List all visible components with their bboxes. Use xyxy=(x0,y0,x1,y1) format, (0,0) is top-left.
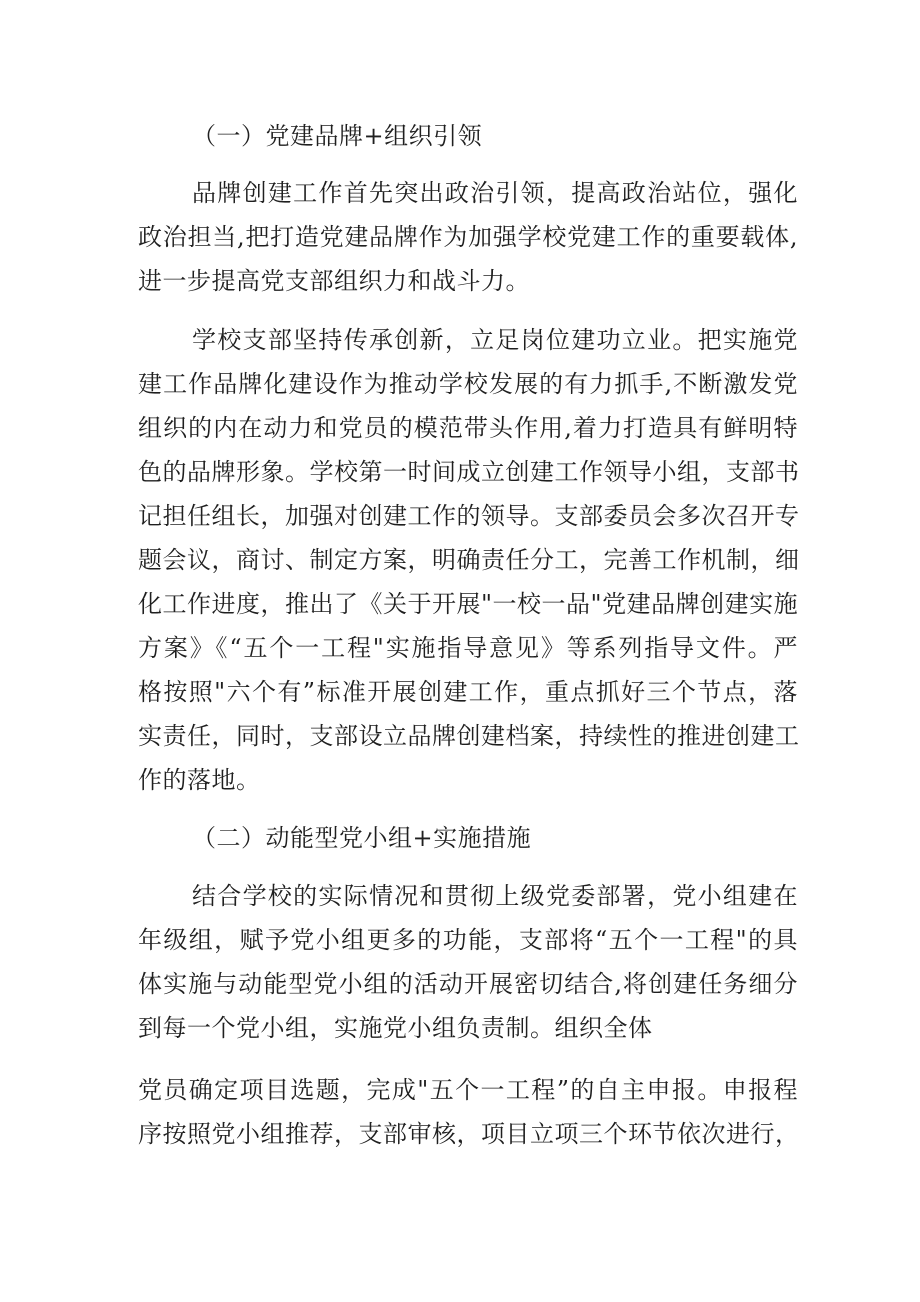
paragraph-2-line-9: 格按照"六个有”标准开展创建工作，重点抓好三个节点，落 xyxy=(138,678,798,706)
paragraph-2-line-6: 题会议，商讨、制定方案，明确责任分工，完善工作机制，细 xyxy=(138,546,800,574)
paragraph-2-line-10: 实责任，同时，支部设立品牌创建档案，持续性的推进创建工 xyxy=(138,722,800,750)
paragraph-2-line-7: 化工作进度，推出了《关于开展"一校一品"党建品牌创建实施 xyxy=(138,590,799,618)
paragraph-2-line-1: 学校支部坚持传承创新，立足岗位建功立业。把实施党 xyxy=(192,326,798,354)
paragraph-3-line-2: 年级组，赋予党小组更多的功能，支部将“五个一工程"的具 xyxy=(138,926,798,954)
paragraph-2-line-3: 组织的内在动力和党员的模范带头作用,着力打造具有鲜明特 xyxy=(138,414,798,442)
paragraph-3-line-3: 体实施与动能型党小组的活动开展密切结合,将创建任务细分 xyxy=(138,970,798,998)
paragraph-2-line-8: 方案》《“五个一工程"实施指导意见》等系列指导文件。严 xyxy=(138,634,798,662)
paragraph-3-line-1: 结合学校的实际情况和贯彻上级党委部署，党小组建在 xyxy=(192,882,798,910)
paragraph-2-line-4: 色的品牌形象。学校第一时间成立创建工作领导小组，支部书 xyxy=(138,458,800,486)
paragraph-3-line-4: 到每一个党小组，实施党小组负责制。组织全体 xyxy=(138,1014,653,1042)
paragraph-4-line-2: 序按照党小组推荐，支部审核，项目立项三个环节依次进行， xyxy=(138,1120,800,1148)
paragraph-2-line-2: 建工作品牌化建设作为推动学校发展的有力抓手,不断激发党 xyxy=(138,370,798,398)
paragraph-1-line-2: 政治担当,把打造党建品牌作为加强学校党建工作的重要载体, xyxy=(138,223,798,251)
paragraph-1-line-1: 品牌创建工作首先突出政治引领，提高政治站位，强化 xyxy=(192,179,798,207)
paragraph-2-line-11: 作的落地。 xyxy=(138,766,261,794)
paragraph-2-line-5: 记担任组长，加强对创建工作的领导。支部委员会多次召开专 xyxy=(138,502,800,530)
paragraph-1-line-3: 进一步提高党支部组织力和战斗力。 xyxy=(138,267,530,295)
section-heading-1: （一）党建品牌+组织引领 xyxy=(192,122,483,150)
paragraph-4-line-1: 党员确定项目选题，完成"五个一工程”的自主申报。申报程 xyxy=(138,1076,798,1104)
section-heading-2: （二）动能型党小组+实施措施 xyxy=(192,824,532,852)
